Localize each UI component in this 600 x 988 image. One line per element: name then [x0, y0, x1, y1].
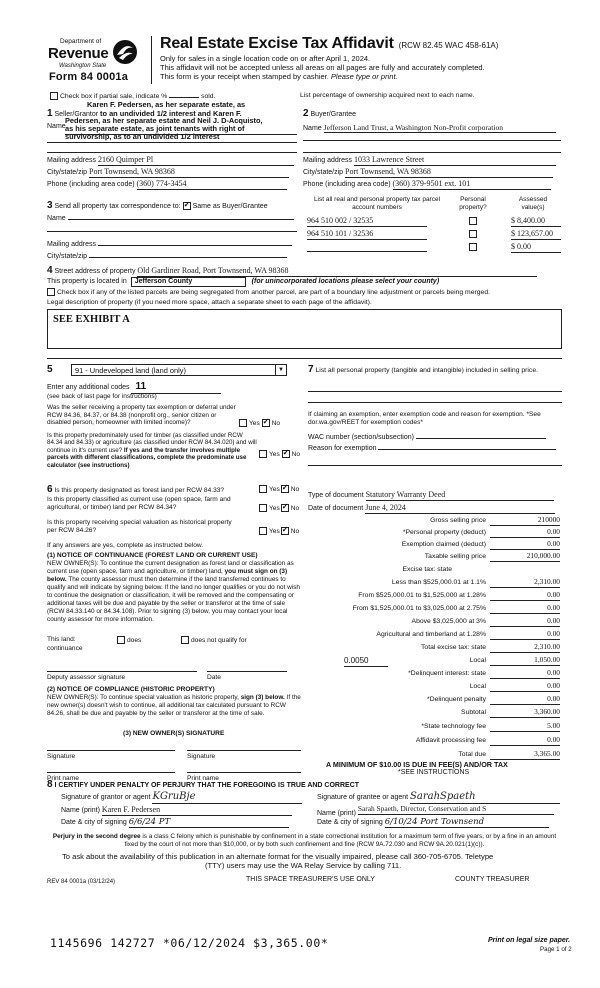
corr-name-label: Name: [47, 215, 66, 222]
fee-label: Local: [469, 683, 486, 690]
section-7: [308, 364, 562, 484]
parcel-row: [307, 229, 561, 240]
notice-2-body: [47, 694, 301, 718]
fee-personal: [308, 528, 560, 539]
fee-delinquent-state: [308, 669, 560, 680]
certify-label: I CERTIFY UNDER PENALTY OF PERJURY THAT THE FOREGOING IS TRUE AND CORRECT: [54, 782, 360, 789]
buyer-label: Buyer/Grantee: [310, 111, 357, 118]
owner-signature-label: Signature: [47, 753, 76, 760]
buyer-name-label: Name: [303, 125, 322, 132]
notice-2-b: sign (3) below.: [240, 694, 285, 701]
see-back-note: (see back of last page for instructions): [47, 393, 157, 400]
legal-description-box[interactable]: [47, 309, 562, 349]
q-exemption-no[interactable]: [262, 419, 270, 427]
page-number: Page 1 of 2: [540, 946, 572, 953]
q-forest-yes[interactable]: [259, 485, 267, 493]
seller-name-line4[interactable]: as his separate estate, as joint tenants with right of: [65, 125, 297, 135]
fee-taxable: [308, 552, 560, 563]
additional-codes[interactable]: 11: [131, 381, 221, 394]
corr-city-field[interactable]: [89, 250, 287, 258]
q-historic-no[interactable]: [281, 527, 289, 535]
additional-codes-label: Enter any additional codes: [47, 384, 130, 391]
buyer-mailing-label: Mailing address: [303, 157, 353, 164]
fee-value[interactable]: 5.00: [490, 722, 560, 732]
fee-total-state: [308, 643, 560, 654]
section-6-number: 6: [47, 484, 53, 495]
buyer-city[interactable]: Port Townsend, WA 98368: [345, 167, 553, 178]
form-rcw: (RCW 82.45 WAC 458-61A): [398, 41, 499, 50]
notice-1-a: NEW OWNER(S): To continue the current designation as forest land or classification as current use (open space, farm and agriculture, or timber) land,: [47, 560, 294, 575]
fee-value[interactable]: 0.00: [490, 617, 560, 627]
dor-logo: [48, 38, 148, 86]
alt-format-2: (TTY) users may use the WA Relay Service by calling 711.: [205, 861, 402, 870]
deputy-date-label: Date: [207, 674, 221, 681]
grantor-date[interactable]: 6/6/24 PT: [129, 817, 289, 828]
parcel-row: [307, 242, 561, 253]
yes-label: Yes: [269, 527, 280, 535]
yes-label: Yes: [269, 450, 280, 458]
section-5: [47, 364, 299, 482]
fee-value[interactable]: 210,000.00: [490, 552, 560, 562]
seller-name-line3[interactable]: Pedersen, as her separate estate and Neil J. D-Acquisto,: [65, 116, 263, 125]
form-sub2: This affidavit will not be accepted unless all areas on all pages are fully and accurately completed.: [160, 63, 485, 73]
located-label: This property is located in: [47, 278, 127, 285]
fee-exemption: [308, 540, 560, 551]
notice-1-body: [47, 560, 301, 624]
q-timber-a: Is this property predominately used for timber (as classified under RCW 84.34 and 84.33) or agriculture (as classified under RCW 84.34.020) and will continue in it's current use?: [47, 432, 257, 454]
q-forest-text: Is this property designated as forest land per RCW 84.33?: [54, 487, 225, 494]
fee-value[interactable]: 0.00: [490, 669, 560, 679]
fee-processing: [308, 736, 560, 747]
section-8: [47, 779, 562, 831]
fee-label: Total excise tax: state: [421, 644, 486, 651]
parcels-header-personal: Personal property?: [459, 196, 487, 211]
land-does-checkbox[interactable]: [117, 636, 125, 644]
legal-label: Legal description of property (if you need more space, attach a separate sheet to each page of the affidavit).: [47, 299, 372, 306]
county-select[interactable]: Jefferson County: [131, 277, 246, 287]
grantor-signature[interactable]: KGruBje: [152, 791, 302, 804]
fee-value[interactable]: 3,360.00: [490, 708, 560, 718]
fee-gross: [308, 516, 560, 527]
seller-city-label: City/state/zip: [47, 169, 88, 176]
located-note: (for unincorporated locations please select your county): [251, 278, 440, 285]
fee-tier-4: [308, 617, 560, 628]
fee-value[interactable]: 0.00: [490, 604, 560, 614]
parcels-header-value: Assessed value(s): [518, 196, 548, 211]
street-label: Street address of property: [54, 268, 136, 275]
street-address[interactable]: Old Gardiner Road, Port Townsend, WA 98368: [137, 266, 537, 277]
receipt-stamp: 1145696 142727 *06/12/2024 $3,365.00*: [50, 936, 329, 950]
q-timber-answer: [259, 450, 300, 459]
grantee-date-label: Date & city of signing: [317, 819, 383, 826]
q-timber-no[interactable]: [282, 450, 290, 458]
fee-label: Exemption claimed (deduct): [401, 541, 486, 548]
q-current-use-yes[interactable]: [259, 504, 267, 512]
exemption-b: *See dor.wa.gov/REET for exemption codes*: [308, 411, 541, 426]
notice-1-title: (1) NOTICE OF CONTINUANCE (FOREST LAND OR CURRENT USE): [47, 552, 258, 559]
fee-label: Subtotal: [461, 709, 486, 716]
seller-mailing-label: Mailing address: [47, 157, 97, 164]
no-label: No: [291, 450, 301, 458]
form-number: Form 84 0001a: [49, 71, 129, 83]
q-historic-text: Is this property receiving special valuation as historical property per RCW 84.26?: [47, 519, 232, 534]
reason-field[interactable]: [378, 442, 556, 450]
seller-mailing[interactable]: 2160 Quimper Pl: [98, 155, 294, 166]
fee-value[interactable]: 0.00: [490, 528, 560, 538]
fee-label: Excise tax: state: [402, 566, 452, 573]
form-sub3b: Please type or print.: [330, 72, 398, 82]
perjury-b: is a class C felony which is punishable by confinement in a state correctional institution for a maximum term of five years, or by a fine in an amount fixed by the court of not more than $10,000, or by both such confinement and fine (RCW 9A.72.030 and RCW 9A.20.021(1)(c)).: [124, 833, 557, 848]
dept-line1: Department of: [60, 38, 102, 45]
buyer-mailing[interactable]: 1033 Lawrence Street: [354, 155, 556, 166]
fee-label: From $525,000.01 to $1,525,000 at 1.28%: [358, 592, 486, 599]
fee-label: *Delinquent interest: state: [408, 670, 486, 677]
exemption-a: If claiming an exemption, enter exemption code and reason for exemption.: [308, 411, 527, 418]
fee-value[interactable]: 0.00: [490, 736, 560, 746]
q-current-use-text: Is this property classified as current use (open space, farm and agricultural, or timber) land per RCW 84.34?: [47, 496, 231, 511]
q-historic-yes[interactable]: [259, 527, 267, 535]
parcel-value[interactable]: $ 0.00: [511, 242, 561, 253]
same-as-buyer-checkbox[interactable]: [183, 202, 191, 210]
partial-sale-text1: Check box if partial sale, indicate %: [60, 92, 168, 100]
grantee-name[interactable]: Sarah Spaeth, Director, Conservation and S: [358, 805, 554, 815]
yes-label: Yes: [269, 485, 280, 493]
parcel-personal-checkbox[interactable]: [469, 217, 477, 225]
parcel-value[interactable]: $ 123,657.00: [511, 229, 561, 240]
local-rate[interactable]: 0.0050: [344, 656, 388, 667]
section-4-number: 4: [47, 265, 53, 276]
fee-value[interactable]: 1,050.00: [490, 656, 560, 666]
fee-label: Gross selling price: [430, 517, 486, 524]
fee-value[interactable]: 2,310.00: [490, 643, 560, 653]
property-section: [47, 265, 562, 350]
notice-2-title: (2) NOTICE OF COMPLIANCE (HISTORIC PROPERTY): [47, 686, 215, 693]
grantee-signature[interactable]: SarahSpaeth: [410, 791, 560, 804]
dept-line3: Washington State: [59, 63, 107, 69]
fee-tier-1: [308, 578, 560, 589]
doc-type-label: Type of document: [308, 492, 364, 499]
deputy-signature-label: Deputy assessor signature: [47, 674, 126, 681]
no-label: No: [290, 527, 300, 535]
yes-label: Yes: [269, 504, 280, 512]
section-8-number: 8: [47, 779, 53, 790]
partial-sale-percent[interactable]: [169, 97, 199, 98]
form-title-block: [160, 34, 580, 81]
seller-phone-label: Phone (including area code): [47, 181, 135, 188]
see-instructions-note: *SEE INSTRUCTIONS: [398, 769, 470, 776]
doc-type[interactable]: Statutory Warranty Deed: [366, 490, 554, 501]
buyer-section: [303, 101, 561, 193]
q-current-use-no[interactable]: [281, 504, 289, 512]
buyer-phone-label: Phone (including area code): [303, 181, 391, 188]
seller-name-line1[interactable]: Karen F. Pedersen, as her separate estate, as: [87, 100, 246, 109]
form-sub3a: This form is your receipt when stamped by cashier.: [160, 72, 331, 82]
form-sub1: Only for sales in a single location code on or after April 1, 2024.: [160, 54, 371, 64]
parcel-number[interactable]: 964 510 101 / 32536: [307, 229, 427, 240]
section-6: [47, 484, 303, 824]
dept-line2: Revenue: [48, 45, 109, 62]
fee-value[interactable]: 3,365.00: [490, 750, 560, 760]
perjury-notice: [47, 833, 562, 848]
seller-name-line2[interactable]: to an undivided 1/2 interest and Karen F.: [100, 109, 242, 118]
correspondence-section: [47, 200, 299, 264]
no-label: No: [290, 504, 300, 512]
buyer-city-label: City/state/zip: [303, 169, 344, 176]
notice-1-c: The county assessor must then determine if the land transferred continues to qualify and will indicate by signing below. If the land no longer qualifies or you do not wish to continue the designation or classification, it will be removed and the compensating or additional taxes will be due and payable by the seller or transferor at the time of sale (RCW 84.33.140 or 84.34.108). Prior to signing (3) below, you may contact your local county assessor for more information.: [47, 575, 300, 623]
corr-mailing-label: Mailing address: [47, 241, 97, 248]
alt-format-1: To ask about the availability of this publication in an alternate format for the visually impaired, please call 360-705-6705. Teletype: [62, 852, 494, 861]
grantee-date[interactable]: 6/10/24 Port Townsend: [385, 817, 549, 828]
q-exemption-text: Was the seller receiving a property tax exemption or deferral under RCW 84.36, 84.37, or 84.38 (nonprofit org., senior citizen or disabled person, homeowner with limited income)?: [47, 404, 236, 427]
seller-label: Seller/Grantor: [54, 111, 99, 118]
owner-print-name-label-2: Print name: [187, 775, 219, 782]
q-exemption-yes[interactable]: [239, 419, 247, 427]
revenue-logo-icon: [111, 38, 139, 66]
section-2-number: 2: [303, 108, 309, 119]
wac-label: WAC number (section/subsection): [308, 434, 414, 441]
no-label: No: [290, 485, 300, 493]
owner-signature-label-2: Signature: [187, 753, 216, 760]
fee-tier-3: [308, 604, 560, 615]
fee-value[interactable]: 210000: [490, 516, 560, 526]
fee-subtotal: [308, 708, 560, 719]
fee-label: Taxable selling price: [424, 553, 486, 560]
fee-tier-2: [308, 591, 560, 602]
parcel-number[interactable]: 964 510 002 / 32535: [307, 216, 427, 227]
yes-label: Yes: [249, 419, 260, 427]
chevron-down-icon[interactable]: ▼: [275, 365, 286, 375]
fee-local: [308, 656, 560, 667]
fee-label: Local: [469, 657, 486, 664]
seller-city[interactable]: Port Townsend, WA 98368: [89, 167, 289, 178]
q-timber-yes[interactable]: [259, 450, 267, 458]
same-as-buyer-label: Same as Buyer/Grantee: [192, 203, 268, 210]
parcels-table: [303, 196, 561, 258]
parcel-number[interactable]: [307, 242, 427, 252]
use-code-value: 91 - Undeveloped land (land only): [75, 365, 186, 375]
land-does-not-checkbox[interactable]: [181, 636, 189, 644]
use-code-select[interactable]: [71, 364, 287, 376]
grantor-date-label: Date & city of signing: [61, 819, 127, 826]
fee-value[interactable]: 0.00: [490, 540, 560, 550]
fee-value[interactable]: 2,310.00: [490, 578, 560, 588]
fee-label: From $1,525,000.01 to $3,025,000 at 2.75%: [352, 605, 486, 612]
minimum-fee-note: A MINIMUM OF $10.00 IS DUE IN FEE(S) AND/OR TAX: [326, 760, 508, 769]
fee-delinquent-local: [308, 682, 560, 693]
this-land-label: This land:: [47, 636, 76, 643]
fee-label: Agricultural and timberland at 1.28%: [376, 631, 486, 638]
seller-name-label: Name: [47, 123, 66, 130]
treasurer-space: THIS SPACE TREASURER'S USE ONLY: [246, 876, 375, 883]
personal-property-label: List all personal property (tangible and intangible) included in selling price.: [315, 367, 538, 374]
q-forest-no[interactable]: [281, 485, 289, 493]
fee-label: Affidavit processing fee: [415, 737, 486, 744]
corr-name-field[interactable]: [68, 212, 294, 220]
grantor-name-label: Name (print): [61, 807, 100, 814]
correspondence-label: Send all property tax correspondence to:: [54, 203, 181, 210]
segregated-checkbox[interactable]: [47, 288, 55, 296]
parcel-row: [307, 216, 561, 227]
doc-date[interactable]: June 4, 2024: [365, 503, 555, 514]
partial-sale-checkbox[interactable]: [50, 92, 58, 100]
wac-field[interactable]: [416, 431, 546, 439]
partial-sale-text2: sold.: [201, 92, 216, 100]
seller-name-line5[interactable]: survivorship, as to an undivided 1/2 interest: [47, 133, 297, 143]
grantee-sig-label: Signature of grantee or agent: [317, 794, 409, 801]
notice-2-a: NEW OWNER(S): To continue special valuation as historic property,: [47, 694, 241, 701]
section-7-number: 7: [308, 364, 314, 375]
revision: REV 84 0001a (03/12/24): [47, 879, 116, 885]
fee-label: Above $3,025,000 at 3%: [411, 618, 486, 625]
fee-value[interactable]: 0.00: [490, 591, 560, 601]
parcel-value[interactable]: $ 8,400.00: [511, 216, 561, 227]
segregated-label: Check box if any of the listed parcels are being segregated from another parcel, are part of a boundary line adjustment or parcels being merged.: [57, 288, 490, 296]
notice-1-b: you must sign on (3) below.: [47, 567, 288, 583]
grantor-name[interactable]: Karen F. Pedersen: [102, 805, 292, 816]
fee-penalty: [308, 695, 560, 706]
section-3-number: 3: [47, 200, 53, 211]
doc-date-label: Date of document: [308, 505, 364, 512]
reason-label: Reason for exemption: [308, 445, 377, 452]
buyer-name[interactable]: Jefferson Land Trust, a Washington Non-Profit corporation: [324, 123, 556, 133]
form-title: Real Estate Excise Tax Affidavit: [160, 35, 394, 52]
parcels-header-number: List all real and personal property tax parcel account numbers: [313, 196, 441, 211]
owner-print-name-label: Print name: [47, 775, 79, 782]
q-exemption-answer: [239, 419, 280, 428]
county-treasurer: COUNTY TREASURER: [455, 876, 530, 883]
parcel-personal-checkbox[interactable]: [469, 230, 477, 238]
fee-value[interactable]: 0.00: [490, 695, 560, 705]
parcel-personal-checkbox[interactable]: [469, 243, 477, 251]
seller-phone[interactable]: (360) 774-3454: [137, 179, 287, 190]
grantee-name-label: Name (print): [317, 809, 356, 817]
fee-label: *Personal property (deduct): [402, 529, 486, 536]
q-timber-b: If yes and the transfer involves multiple parcels with different classifications, complete the predominate use calculator (see instructions): [47, 446, 247, 469]
fee-label: *State technology fee: [421, 723, 486, 730]
land-does-not-label: does not qualify for: [191, 636, 247, 644]
legal-description: SEE EXHIBIT A: [53, 314, 130, 325]
perjury-a: Perjury in the second degree: [52, 833, 141, 840]
seller-section: [47, 101, 299, 193]
fee-value[interactable]: 0.00: [490, 630, 560, 640]
partial-sale-text3: List percentage of ownership acquired next to each name.: [300, 92, 475, 99]
continuance-label: continuance: [47, 645, 83, 652]
fee-label: Total due: [458, 751, 486, 758]
if-yes-note: If any answers are yes, complete as instructed below.: [47, 542, 204, 549]
land-does-label: does: [127, 636, 142, 644]
no-label: No: [271, 419, 281, 427]
fee-value[interactable]: 0.00: [490, 682, 560, 692]
section-5-number: 5: [47, 364, 53, 375]
fee-label: *Delinquent penalty: [427, 696, 486, 703]
fee-label: Less than $525,000.01 at 1.1%: [391, 579, 486, 586]
grantor-sig-label: Signature of grantor or agent: [61, 794, 151, 801]
fee-technology: [308, 722, 560, 733]
notice-2-c: If the new owner(s) doesn't wish to continue, all additional tax calculated pursuant to RCW 84.26, shall be due and payable by the seller or transferor at the time of sale.: [47, 694, 301, 717]
corr-city-label: City/state/zip: [47, 253, 88, 260]
fee-tier-ag: [308, 630, 560, 641]
legal-paper-note: Print on legal size paper.: [488, 937, 571, 944]
section-1-number: 1: [47, 108, 53, 119]
q-timber-text: [47, 432, 257, 469]
buyer-phone[interactable]: (360) 379-9501 ext. 101: [393, 179, 551, 190]
new-owner-signature-title: (3) NEW OWNER(S) SIGNATURE: [123, 730, 225, 737]
corr-mailing-field[interactable]: [98, 238, 292, 246]
fee-excise-header: [308, 565, 560, 576]
